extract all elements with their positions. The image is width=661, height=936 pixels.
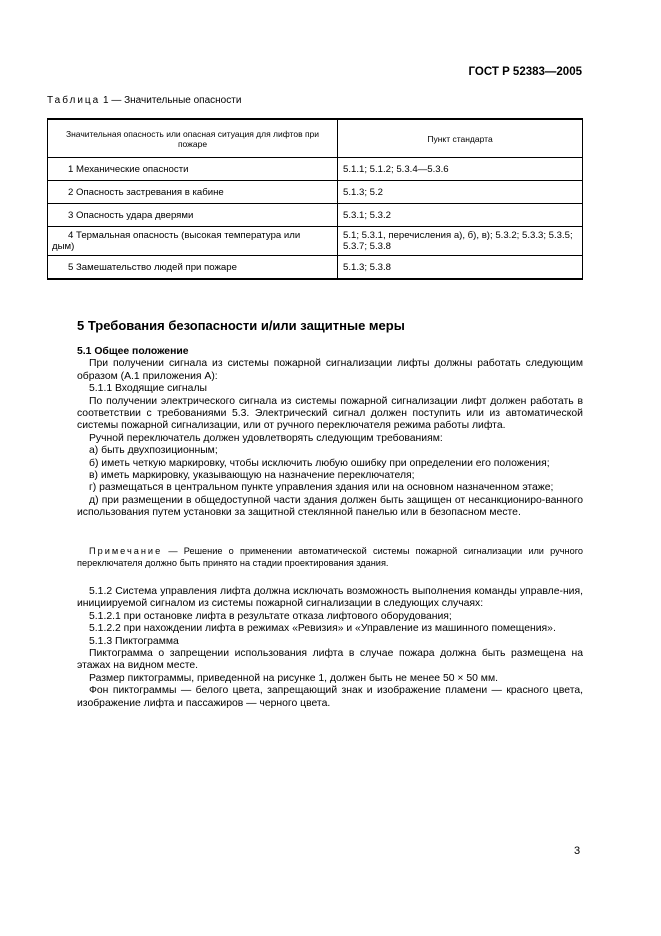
hazard-cell bbox=[48, 227, 338, 256]
paragraph: Пиктограмма о запрещении использования лифта в случае пожара должна быть размещена на этажах на видном месте. bbox=[77, 648, 583, 672]
section-body bbox=[77, 346, 583, 520]
paragraph: Фон пиктограммы — белого цвета, запрещающий знак и изображение пламени — красного цвета, изображение лифта и пассажиров — черного цвета. bbox=[77, 685, 583, 709]
table-row bbox=[48, 204, 583, 227]
clause-cell: 5.1.3; 5.2 bbox=[338, 181, 583, 204]
hazard-cell: 3 Опасность удара дверями bbox=[48, 204, 338, 227]
hazard-cell: 1 Механические опасности bbox=[48, 158, 338, 181]
note bbox=[77, 546, 583, 569]
subsection-title: 5.1 Общее положение bbox=[77, 346, 189, 357]
clause-line: 5.3.7; 5.3.8 bbox=[343, 241, 392, 252]
paragraph: По получении электрического сигнала из системы пожарной сигнализации лифт должен работать в соответствии с требованиями 5.3. Электрический сигнал должен поступить или из автоматической системы пожарной сигнализации, или от ручного переключателя режима работы лифта. bbox=[77, 395, 583, 432]
table-caption-text: 1 — Значительные опасности bbox=[103, 95, 242, 106]
table-caption bbox=[47, 95, 241, 106]
section-body-2 bbox=[77, 586, 583, 710]
list-item: а) быть двухпозиционным; bbox=[89, 445, 218, 457]
hazard-line: дым) bbox=[52, 241, 75, 252]
table-header-clause: Пункт стандарта bbox=[338, 119, 583, 158]
note-label: Примечание bbox=[89, 546, 163, 556]
hazard-cell: 5 Замешательство людей при пожаре bbox=[48, 256, 338, 280]
clause-cell: 5.1.3; 5.3.8 bbox=[338, 256, 583, 280]
hazard-cell: 2 Опасность застревания в кабине bbox=[48, 181, 338, 204]
list-item: б) иметь четкую маркировку, чтобы исключить любую ошибку при определении его положения; bbox=[89, 457, 550, 469]
hazards-table bbox=[47, 118, 583, 280]
list-item: д) при размещении в общедоступной части здания должен быть защищен от несанкциониро-ванного использования путем установки за защитной стеклянной панелью или в безопасном месте. bbox=[77, 494, 583, 519]
table-row bbox=[48, 227, 583, 256]
paragraph: 5.1.2 Система управления лифта должна исключать возможность выполнения команды управле-ния, инициируемой сигналом из системы пожарной сигнализации в следующих случаях: bbox=[77, 586, 583, 610]
paragraph: 5.1.3 Пиктограмма bbox=[89, 635, 179, 647]
section-title: 5 Требования безопасности и/или защитные меры bbox=[77, 318, 405, 333]
paragraph: 5.1.2.1 при остановке лифта в результате отказа лифтового оборудования; bbox=[89, 610, 452, 622]
clause-cell: 5.1.1; 5.1.2; 5.3.4—5.3.6 bbox=[338, 158, 583, 181]
list-item: в) иметь маркировку, указывающую на назначение переключателя; bbox=[89, 470, 415, 482]
list-item: г) размещаться в центральном пункте управления здания или на основном назначенном этаже; bbox=[89, 482, 554, 494]
table-row bbox=[48, 158, 583, 181]
hazard-line: 4 Термальная опасность (высокая температура или bbox=[68, 230, 301, 241]
table-row bbox=[48, 181, 583, 204]
paragraph: 5.1.1 Входящие сигналы bbox=[89, 383, 207, 395]
table-row bbox=[48, 256, 583, 280]
note-text: — Решение о применении автоматической системы пожарной сигнализации или ручного переключателя должно быть принято на стадии проектирования здания. bbox=[77, 546, 583, 568]
clause-cell bbox=[338, 227, 583, 256]
paragraph: Ручной переключатель должен удовлетворять следующим требованиям: bbox=[89, 432, 443, 444]
table-caption-label: Таблица bbox=[47, 95, 101, 106]
paragraph: Размер пиктограммы, приведенной на рисунке 1, должен быть не менее 50 × 50 мм. bbox=[89, 672, 498, 684]
paragraph: 5.1.2.2 при нахождении лифта в режимах «Ревизия» и «Управление из машинного помещения». bbox=[89, 623, 556, 635]
paragraph: При получении сигнала из системы пожарной сигнализации лифты должны работать следующим образом (А.1 приложения А): bbox=[77, 358, 583, 382]
table-header-hazard: Значительная опасность или опасная ситуация для лифтов при пожаре bbox=[48, 119, 338, 158]
clause-cell: 5.3.1; 5.3.2 bbox=[338, 204, 583, 227]
standard-id: ГОСТ Р 52383—2005 bbox=[468, 66, 582, 78]
page-number: 3 bbox=[574, 845, 581, 857]
clause-line: 5.1; 5.3.1, перечисления а), б), в); 5.3.2; 5.3.3; 5.3.5; bbox=[343, 230, 573, 241]
